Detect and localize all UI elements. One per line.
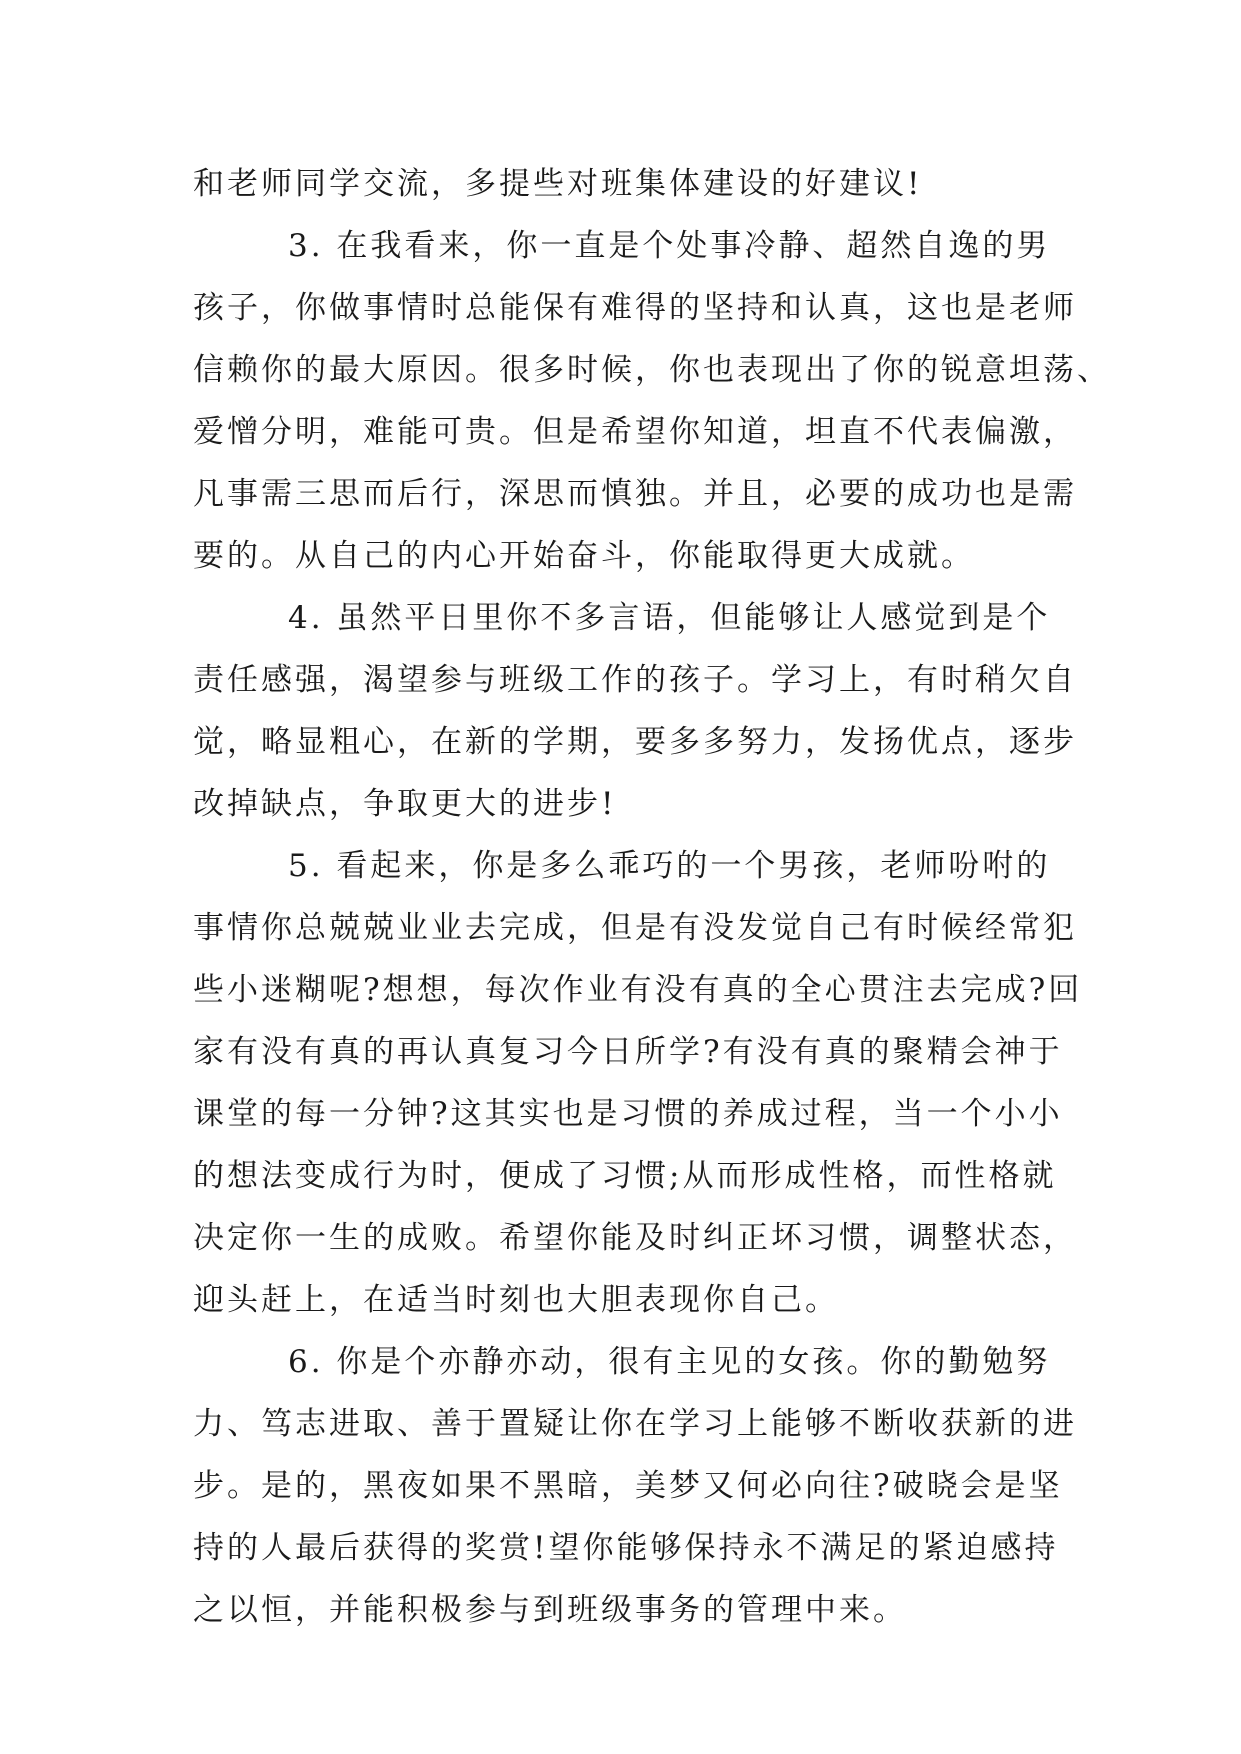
- text-line: 信赖你的最大原因。很多时候，你也表现出了你的锐意坦荡、: [193, 352, 1111, 388]
- text-line: 要的。从自己的内心开始奋斗，你能取得更大成就。: [193, 538, 975, 574]
- document-body: [193, 153, 1111, 1641]
- text-line: 决定你一生的成败。希望你能及时纠正坏习惯，调整状态，: [193, 1220, 1077, 1256]
- text-line: 家有没有真的再认真复习今日所学?有没有真的聚精会神于: [193, 1034, 1063, 1070]
- paragraph-3-first-line: 3. 在我看来，你一直是个处事冷静、超然自逸的男: [288, 228, 1051, 264]
- text-line: 凡事需三思而后行，深思而慎独。并且，必要的成功也是需: [193, 476, 1077, 512]
- text-line: 课堂的每一分钟?这其实也是习惯的养成过程，当一个小小: [193, 1096, 1063, 1132]
- text-line: 爱憎分明，难能可贵。但是希望你知道，坦直不代表偏激，: [193, 414, 1077, 450]
- text-line: 力、笃志进取、善于置疑让你在学习上能够不断收获新的进: [193, 1406, 1077, 1442]
- text-line: 的想法变成行为时，便成了习惯;从而形成性格，而性格就: [193, 1158, 1057, 1194]
- text-line: 之以恒，并能积极参与到班级事务的管理中来。: [193, 1592, 907, 1628]
- paragraph-4-first-line: 4. 虽然平日里你不多言语，但能够让人感觉到是个: [288, 600, 1051, 636]
- text-line: 责任感强，渴望参与班级工作的孩子。学习上，有时稍欠自: [193, 662, 1077, 698]
- text-line: 些小迷糊呢?想想，每次作业有没有真的全心贯注去完成?回: [193, 972, 1083, 1008]
- paragraph-5-first-line: 5. 看起来，你是多么乖巧的一个男孩，老师吩咐的: [288, 848, 1051, 884]
- text-line: 孩子，你做事情时总能保有难得的坚持和认真，这也是老师: [193, 290, 1077, 326]
- text-line: 改掉缺点，争取更大的进步!: [193, 786, 617, 822]
- text-line: 和老师同学交流，多提些对班集体建设的好建议!: [193, 166, 923, 202]
- text-line: 觉，略显粗心，在新的学期，要多多努力，发扬优点，逐步: [193, 724, 1077, 760]
- text-line: 步。是的，黑夜如果不黑暗，美梦又何必向往?破晓会是坚: [193, 1468, 1063, 1504]
- text-line: 迎头赶上，在适当时刻也大胆表现你自己。: [193, 1282, 839, 1318]
- text-line: 持的人最后获得的奖赏!望你能够保持永不满足的紧迫感持: [193, 1530, 1059, 1566]
- paragraph-6-first-line: 6. 你是个亦静亦动，很有主见的女孩。你的勤勉努: [288, 1344, 1051, 1380]
- text-line: 事情你总兢兢业业去完成，但是有没发觉自己有时候经常犯: [193, 910, 1077, 946]
